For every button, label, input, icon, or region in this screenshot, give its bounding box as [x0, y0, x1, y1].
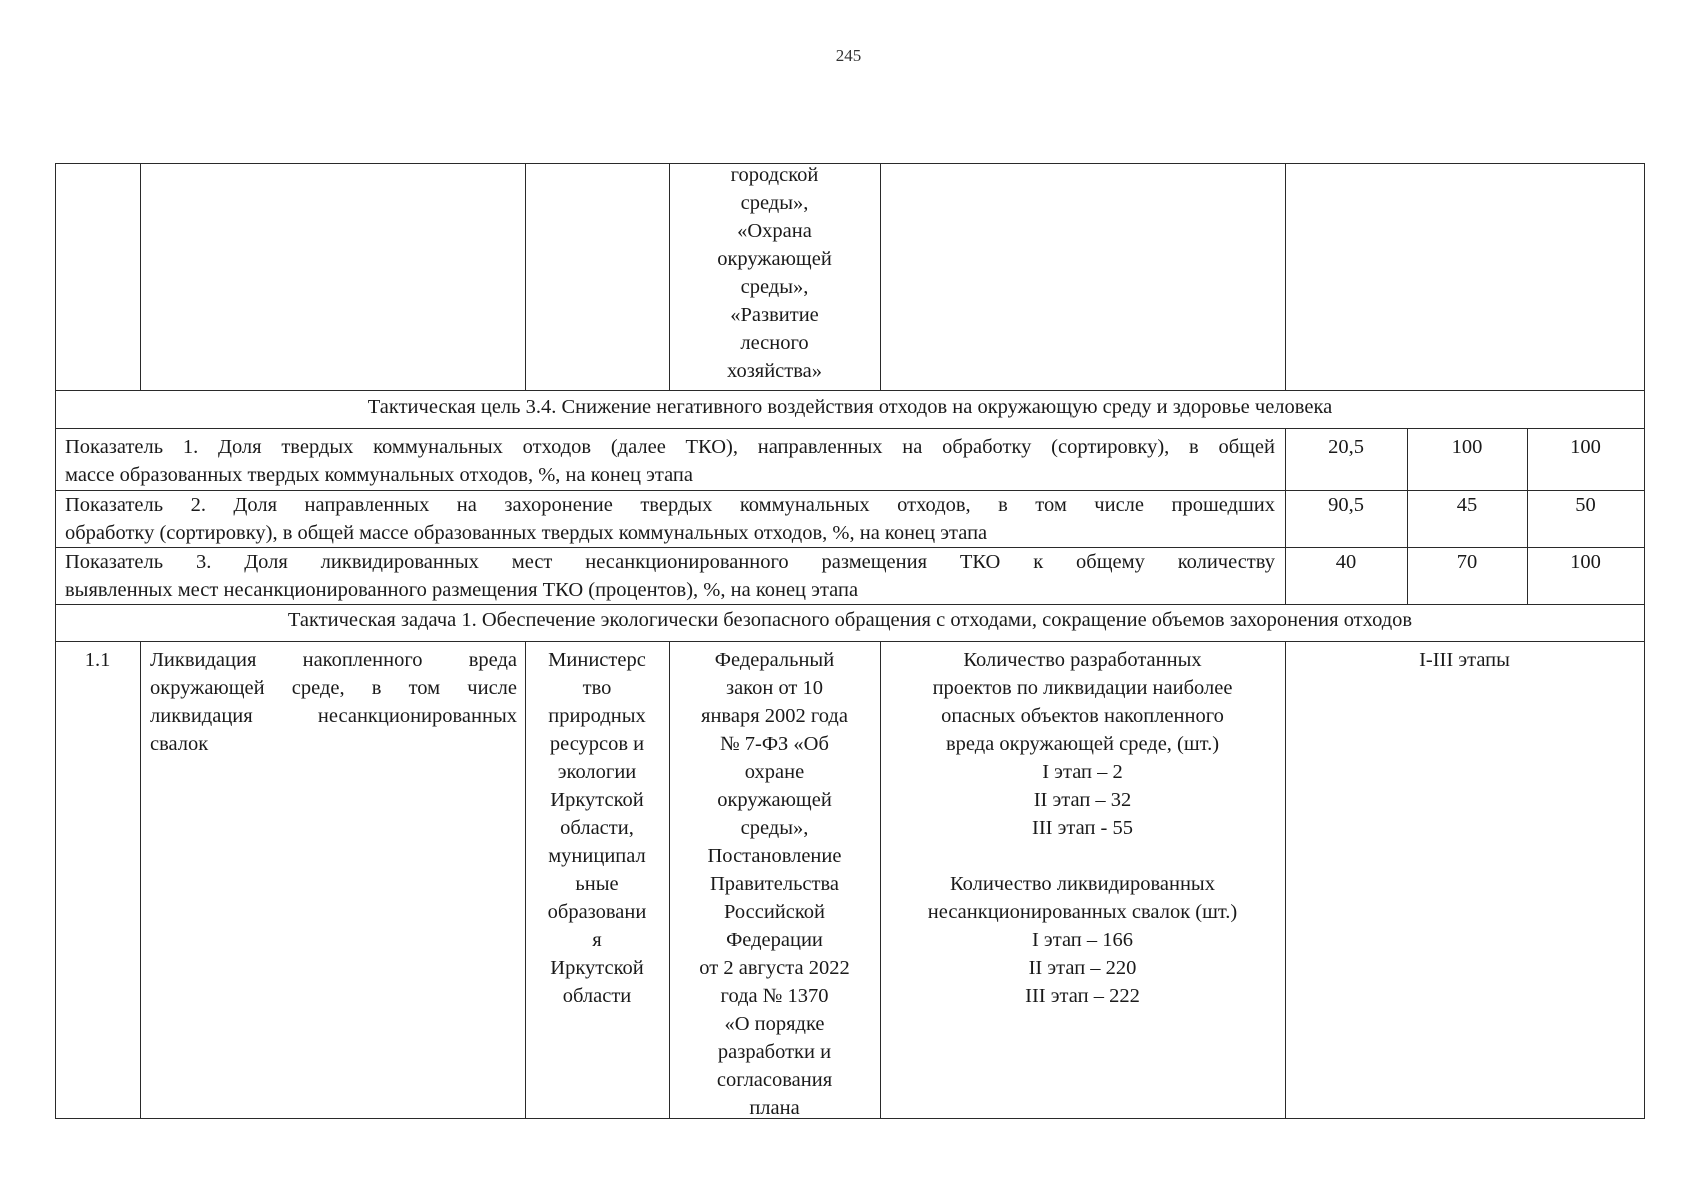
text-line: «Развитие: [730, 304, 819, 326]
table-border-right: [1644, 163, 1645, 1119]
legal-basis: [669, 646, 880, 1122]
indicator-2-text: [65, 491, 1275, 547]
text-line: вреда окружающей среде, (шт.): [945, 733, 1220, 755]
text-line: хозяйства»: [726, 360, 823, 382]
text-line: окружающей: [717, 248, 832, 270]
tactical-goal-heading: Тактическая цель 3.4. Снижение негативного воздействия отходов на окружающую среду и здоровье человека: [367, 396, 1333, 418]
text-line: ьные: [575, 873, 619, 895]
col-divider: [1285, 163, 1286, 391]
row-divider: [55, 641, 1645, 642]
text-line: охране: [744, 761, 805, 783]
indicator-1-value-2: 100: [1451, 436, 1483, 458]
text-line: тво: [582, 677, 612, 699]
page-number: 245: [835, 46, 862, 65]
col-divider: [1285, 641, 1286, 1119]
text-line: среды»,: [740, 817, 809, 839]
text-line: среды»,: [740, 192, 809, 214]
text-line: среды»,: [740, 276, 809, 298]
text-line: № 7-ФЗ «Об: [720, 733, 829, 755]
text-line: Правительства: [709, 873, 839, 895]
text-line: проектов по ликвидации наиболее: [932, 677, 1233, 699]
text-line: «Охрана: [737, 220, 812, 242]
text-line: области: [562, 985, 632, 1007]
text-line: Постановление: [707, 845, 842, 867]
text-line: ресурсов и: [549, 733, 645, 755]
text-line: Иркутской: [550, 789, 644, 811]
text-line: III этап – 222: [1025, 985, 1140, 1007]
col-divider: [880, 163, 881, 391]
text-line: Показатель 2. Доля направленных на захоронение твердых коммунальных отходов, в том числе прошедших: [65, 494, 1275, 516]
table-border-left: [55, 163, 56, 1119]
text-line: несанкционированных свалок (шт.): [927, 901, 1238, 923]
text-line: области,: [560, 817, 634, 839]
text-line: лесного: [740, 332, 809, 354]
text-line: Количество ликвидированных: [950, 873, 1215, 895]
row-divider: [55, 390, 1645, 391]
text-line: I этап – 2: [1042, 761, 1123, 783]
indicator-3-value-2: 70: [1456, 551, 1478, 573]
text-line: Иркутской: [550, 957, 644, 979]
text-line: образовани: [547, 901, 647, 923]
text-line: экологии: [557, 761, 637, 783]
text-line: Российской: [723, 901, 826, 923]
text-line: разработки и: [717, 1041, 832, 1063]
indicator-2-value-2: 45: [1456, 494, 1478, 516]
text-line: массе образованных твердых коммунальных отходов, %, на конец этапа: [65, 464, 693, 486]
indicator-3-text: [65, 548, 1275, 604]
expected-results: [880, 646, 1285, 1010]
indicator-2-value-3: 50: [1575, 494, 1596, 516]
text-line: Министерс: [548, 649, 646, 671]
text-line: Федерации: [726, 929, 823, 951]
text-line: II этап – 220: [1028, 957, 1137, 979]
text-line: II этап – 32: [1033, 789, 1132, 811]
text-line: I этап – 166: [1031, 929, 1133, 951]
continued-basis-cell: [669, 161, 880, 385]
text-line: закон от 10: [725, 677, 824, 699]
text-line: года № 1370: [720, 985, 829, 1007]
text-line: Показатель 1. Доля твердых коммунальных отходов (далее ТКО), направленных на обработку (сортировку), в общей: [65, 436, 1275, 458]
text-line: муниципал: [548, 845, 646, 867]
text-line: «О порядке: [724, 1013, 825, 1035]
text-line: окружающей среде, в том числе: [150, 677, 517, 699]
text-line: III этап - 55: [1032, 817, 1133, 839]
text-line: свалок: [150, 733, 209, 755]
measure-name: [150, 646, 517, 758]
executor: [525, 646, 669, 1010]
text-line: опасных объектов накопленного: [941, 705, 1224, 727]
text-line: я: [592, 929, 602, 951]
text-line: обработку (сортировку), в общей массе образованных твердых коммунальных отходов, %, на конец этапа: [65, 522, 988, 544]
text-line: Федеральный: [714, 649, 835, 671]
text-line: плана: [749, 1097, 800, 1119]
indicator-3-value-3: 100: [1570, 551, 1601, 573]
text-line: от 2 августа 2022: [699, 957, 850, 979]
text-line: городской: [730, 164, 819, 186]
col-divider: [525, 163, 526, 391]
indicator-1-value-1: 20,5: [1328, 436, 1364, 458]
text-line: окружающей: [717, 789, 832, 811]
table: [55, 163, 1645, 1119]
tactical-task-heading: Тактическая задача 1. Обеспечение экологически безопасного обращения с отходами, сокращение объемов захоронения отходов: [287, 609, 1413, 631]
implementation-period: I-III этапы: [1419, 649, 1510, 671]
col-divider: [140, 163, 141, 391]
indicator-1-text: [65, 433, 1275, 489]
text-line: выявленных мест несанкционированного размещения ТКО (процентов), %, на конец этапа: [65, 579, 859, 601]
text-line: января 2002 года: [701, 705, 848, 727]
text-line: ликвидация несанкционированных: [150, 705, 517, 727]
indicator-3-value-1: 40: [1335, 551, 1357, 573]
text-line: Ликвидация накопленного вреда: [150, 649, 517, 671]
col-divider: [140, 641, 141, 1119]
text-line: Показатель 3. Доля ликвидированных мест несанкционированного размещения ТКО к общему количеству: [65, 551, 1275, 573]
indicator-2-value-1: 90,5: [1328, 494, 1364, 516]
indicator-1-value-3: 100: [1570, 436, 1601, 458]
blank-line: [880, 842, 1285, 870]
row-number: 1.1: [84, 649, 111, 671]
text-line: согласования: [716, 1069, 833, 1091]
text-line: природных: [548, 705, 646, 727]
text-line: Количество разработанных: [963, 649, 1202, 671]
